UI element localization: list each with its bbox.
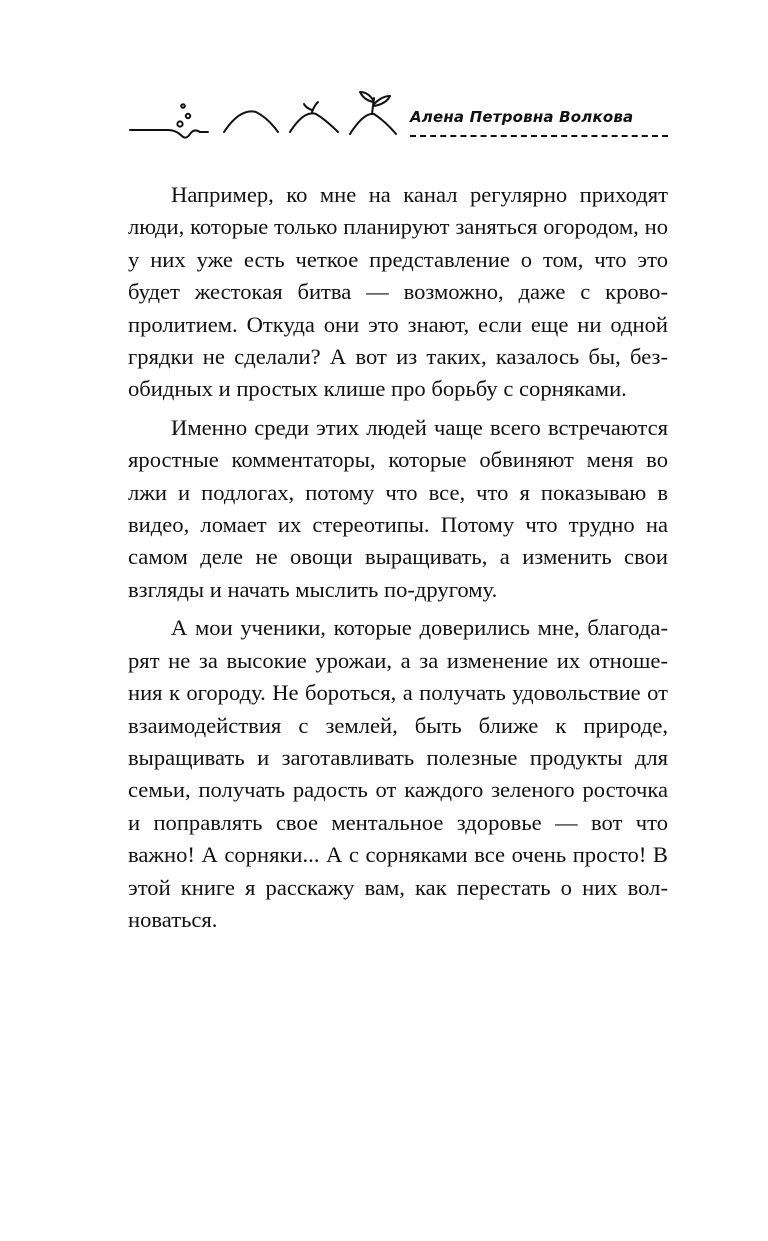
header-dashed-rule <box>410 135 668 137</box>
author-name: Алена Петровна Волкова <box>410 108 634 126</box>
sprouting-seed-growth-icon <box>128 88 398 148</box>
paragraph: Именно среди этих людей чаще всего встречаются яростные комментаторы, которые обвиняют меня во лжи и подлогах, потому что все, что я показываю в видео, ломает их стереотипы. Потому что трудно на самом деле не овощи выращивать, а изменить свои взгляды и начать мыслить по-другому. <box>128 414 668 602</box>
paragraph: Например, ко мне на канал регулярно приходят люди, которые только планируют заняться огородом, но у них уже есть четкое представление о том, что это будет жестокая битва — возможно, даже с кровопролитием. Откуда они это знают, если еще ни одной грядки не сделали? А вот из таких, казалось бы, безобидных и простых клише про борьбу с сорняками. <box>128 182 668 402</box>
running-header <box>128 88 668 148</box>
body-text <box>128 179 668 942</box>
paragraph: А мои ученики, которые доверились мне, благодарят не за высокие урожаи, а за изменение их отношения к огороду. Не бороться, а получать удовольствие от взаимодействия с землей, быть ближе к природе, выращивать и заготавливать полезные продукты для семьи, получать радость от каждого зеленого росточка и поправлять свое ментальное здоровье — вот что важно! А сорняки... А с сорняками все очень просто! В этой книге я расскажу вам, как перестать о них волноваться. <box>128 615 668 932</box>
